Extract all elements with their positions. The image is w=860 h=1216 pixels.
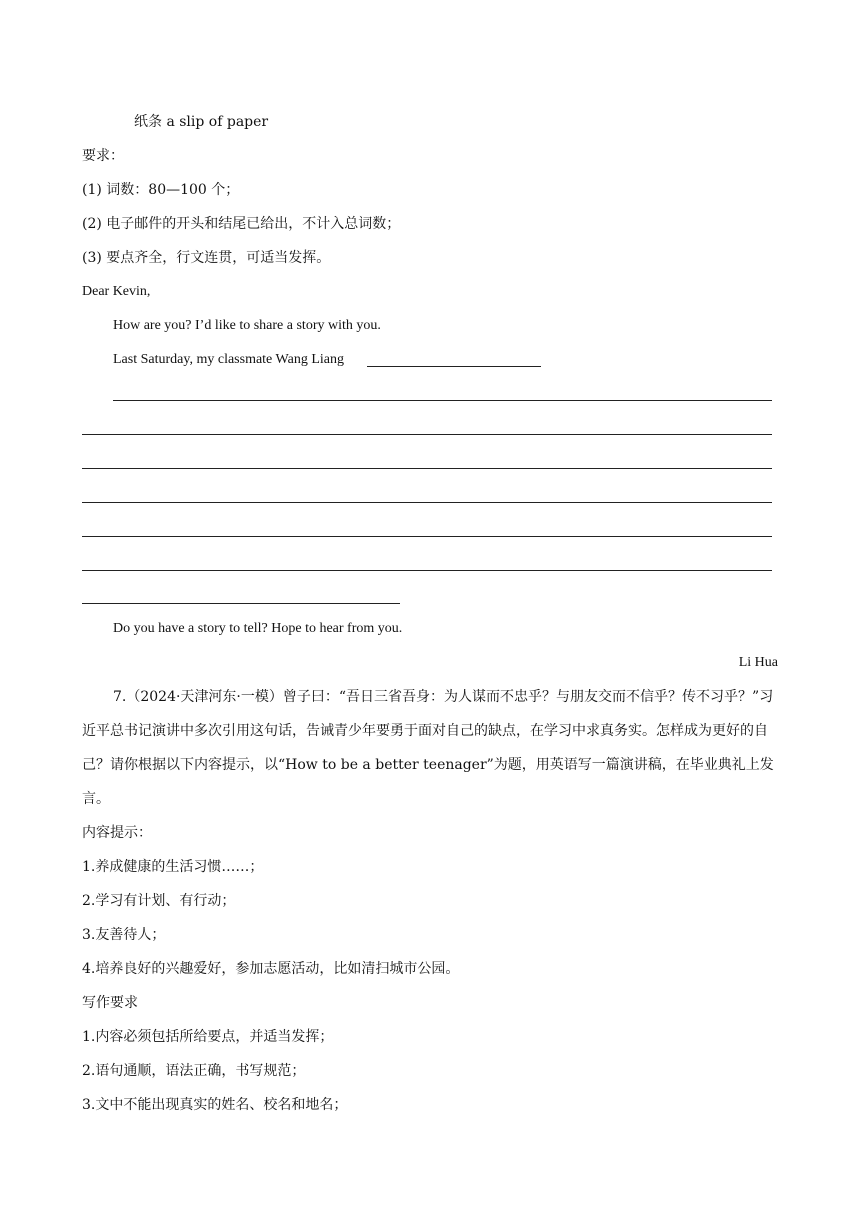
requirement-item: (3) 要点齐全，行文连贯，可适当发挥。	[82, 250, 331, 266]
answer-blank-inline[interactable]	[367, 366, 541, 367]
answer-line-short[interactable]	[82, 603, 400, 604]
letter-closing: Do you have a story to tell? Hope to hear from you.	[113, 621, 403, 636]
writing-heading: 写作要求	[82, 995, 138, 1011]
letter-line-1: How are you? I’d like to share a story with you.	[113, 318, 381, 333]
writing-item: 3.文中不能出现真实的姓名、校名和地名；	[82, 1097, 348, 1113]
answer-line[interactable]	[82, 570, 772, 571]
question-7-paragraph: 7.（2024·天津河东·一模）曾子曰：“吾日三省吾身：为人谋而不忠乎？与朋友交而不信乎？传不习乎？”习近平总书记演讲中多次引用这句话，告诫青少年要勇于面对自己的缺点，在学习中求真务实。怎样成为更好的自己？请你根据以下内容提示，以“How to be a better teenager”为题，用英语写一篇演讲稿，在毕业典礼上发言。	[82, 689, 774, 807]
letter-line-2: Last Saturday, my classmate Wang Liang	[113, 352, 344, 367]
requirements-heading: 要求：	[82, 148, 124, 164]
letter-greeting: Dear Kevin,	[82, 284, 151, 299]
hint-item: 1.养成健康的生活习惯……；	[82, 859, 264, 875]
vocab-line: 纸条 a slip of paper	[134, 114, 269, 130]
requirement-item: (1) 词数：80—100 个；	[82, 182, 240, 198]
requirement-item: (2) 电子邮件的开头和结尾已给出，不计入总词数；	[82, 216, 401, 232]
answer-line[interactable]	[82, 468, 772, 469]
answer-line[interactable]	[113, 400, 772, 401]
letter-signature: Li Hua	[738, 655, 778, 670]
writing-item: 2.语句通顺，语法正确，书写规范；	[82, 1063, 306, 1079]
answer-line[interactable]	[82, 536, 772, 537]
answer-line[interactable]	[82, 502, 772, 503]
hints-heading: 内容提示：	[82, 825, 152, 841]
answer-line[interactable]	[82, 434, 772, 435]
hint-item: 4.培养良好的兴趣爱好，参加志愿活动，比如清扫城市公园。	[82, 961, 460, 977]
writing-item: 1.内容必须包括所给要点，并适当发挥；	[82, 1029, 334, 1045]
hint-item: 2.学习有计划、有行动；	[82, 893, 236, 909]
hint-item: 3.友善待人；	[82, 927, 166, 943]
